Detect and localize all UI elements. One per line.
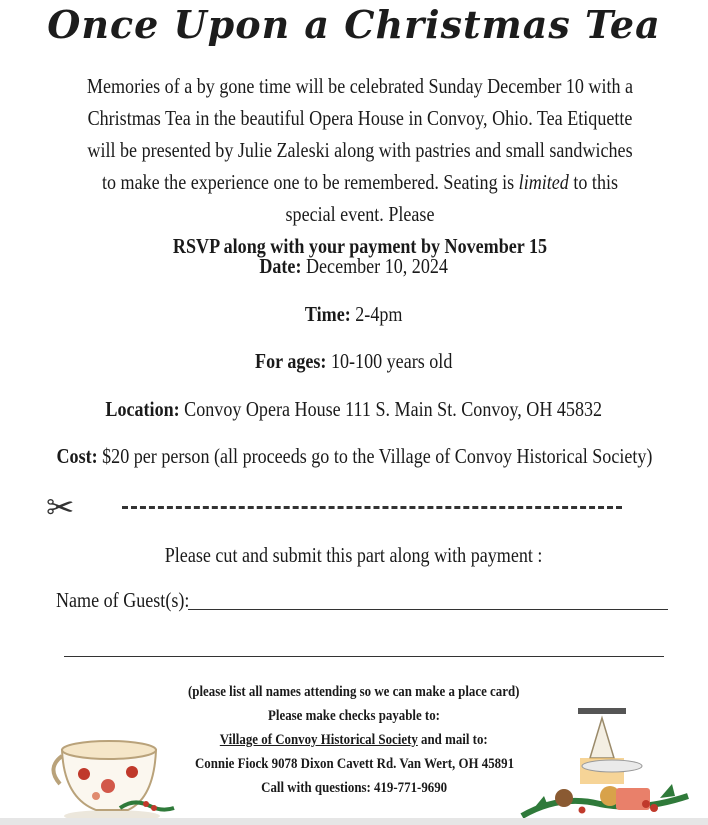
footer-mail: and mail to: xyxy=(421,732,488,748)
rsvp-deadline: RSVP along with your payment by November 15 xyxy=(172,234,548,258)
location-value: Convoy Opera House 111 S. Main St. Convoy, OH 45832 xyxy=(184,397,603,421)
ages-line xyxy=(0,349,708,374)
scissors-icon: ✂ xyxy=(46,490,75,527)
location-line xyxy=(0,397,708,422)
cost-line xyxy=(0,444,708,469)
guest-name-field[interactable] xyxy=(188,609,668,610)
cut-line xyxy=(122,506,622,509)
cut-instruction-line xyxy=(0,543,708,568)
ages-label: For ages: xyxy=(255,349,327,373)
intro-paragraph xyxy=(85,70,635,262)
footer-checks: Please make checks payable to: xyxy=(267,708,440,724)
cost-value: $20 per person (all proceeds go to the Village of Convoy Historical Society) xyxy=(101,444,652,468)
holly-decoration xyxy=(520,700,692,822)
intro-limited: limited xyxy=(518,170,569,194)
time-value: 2-4pm xyxy=(355,302,403,326)
footer-payee: Village of Convoy Historical Society xyxy=(220,732,419,748)
footer-address: Connie Fiock 9078 Dixon Cavett Rd. Van Wert, OH 45891 xyxy=(194,756,514,772)
scan-edge xyxy=(0,818,708,825)
teacup-illustration xyxy=(50,728,180,823)
guest-name-field-2[interactable] xyxy=(64,656,664,657)
time-label: Time: xyxy=(305,302,352,326)
footer-note-line xyxy=(0,684,708,701)
guest-name-label: Name of Guest(s): xyxy=(56,588,190,612)
footer-phone: Call with questions: 419-771-9690 xyxy=(260,780,447,796)
cut-instruction: Please cut and submit this part along with payment : xyxy=(165,543,543,567)
time-line xyxy=(0,302,708,327)
date-value: December 10, 2024 xyxy=(306,254,449,278)
location-label: Location: xyxy=(105,397,180,421)
ages-value: 10-100 years old xyxy=(331,349,453,373)
cost-label: Cost: xyxy=(56,444,98,468)
intro-text-after: to this special event. Please xyxy=(285,170,619,226)
footer-note: (please list all names attending so we can make a place card) xyxy=(188,684,520,700)
date-label: Date: xyxy=(259,254,302,278)
flyer-title: Once Upon a Christmas Tea xyxy=(47,2,661,47)
intro-text: Memories of a by gone time will be celebrated Sunday December 10 with a Christmas Tea in the beautiful Opera House in Convoy, Ohio. Tea Etiquette will be presented by Julie Zaleski along with pastries and small sandwiches to make the experience one to be remembered. Seating is xyxy=(86,74,634,194)
date-line xyxy=(0,254,708,279)
